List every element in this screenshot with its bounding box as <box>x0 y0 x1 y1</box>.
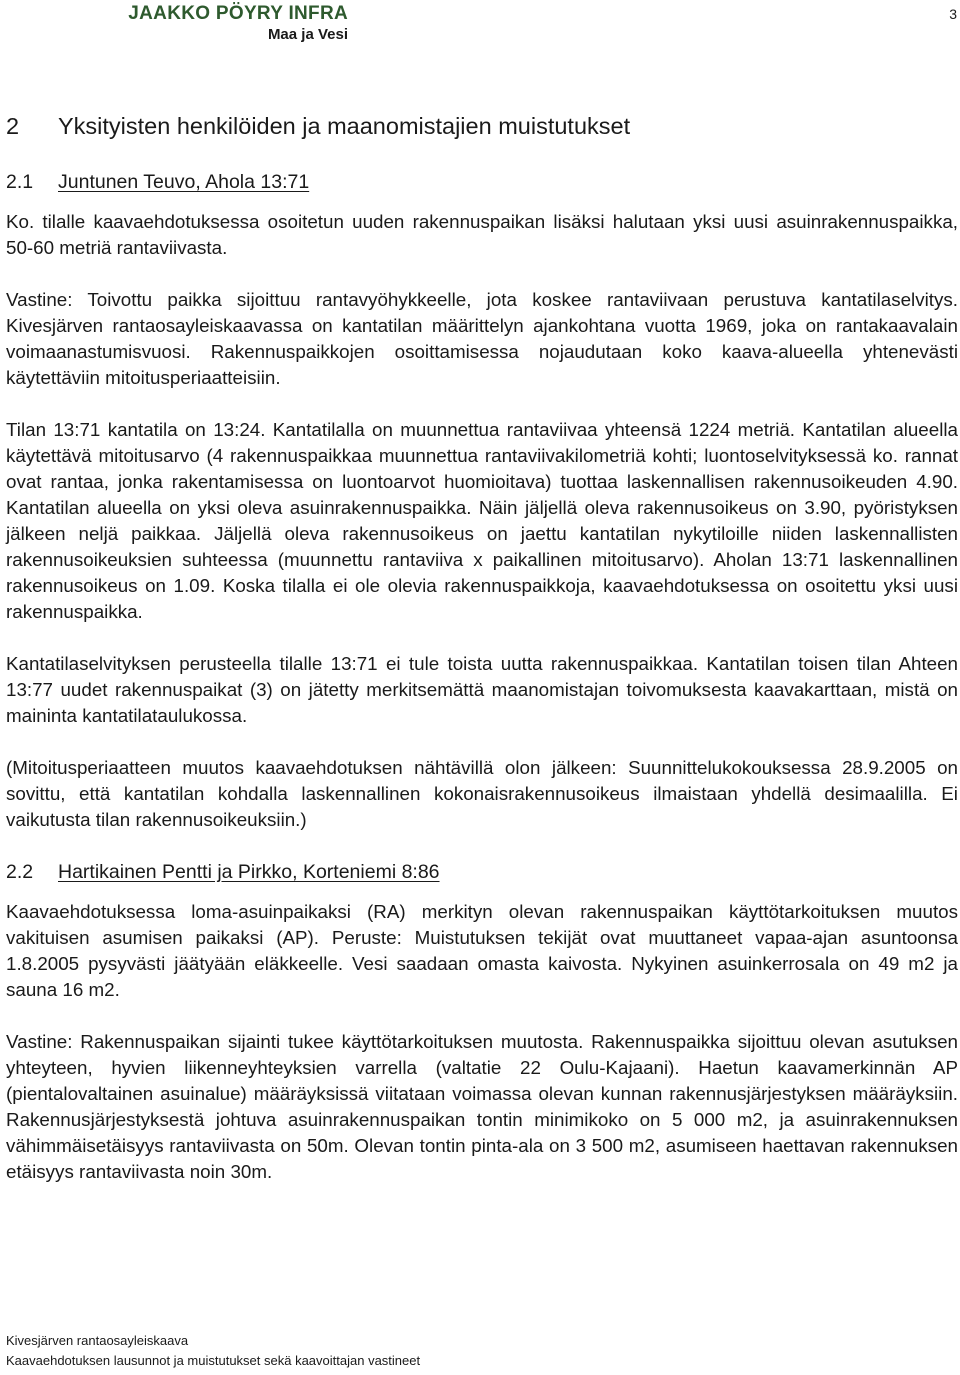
note-paragraph: (Mitoitusperiaatteen muutos kaavaehdotuksen nähtävillä olon jälkeen: Suunnittelukokouksessa 28.9.2005 on sovittu, että kantatilan kohdalla laskennallinen kokonaisrakennusoikeus ilmaistaan yhdellä desimaalilla. Ei vaikutusta tilan rakennusoikeuksiin.) <box>6 757 958 830</box>
section-number: 2 <box>6 113 20 139</box>
response-paragraph: Vastine: Toivottu paikka sijoittuu rantavyöhykkeelle, jota koskee rantaviivaan perustuva kantatilaselvitys. Kivesjärven rantaosayleiskaavassa on kantatilan määrittelyn ajankohtana vuotta 1969, joka on rantakaavalain voimaanastumisvuosi. Rakennuspaikkojen osoittamisessa nojaudutaan koko kaava-alueella yhtenevästi käytettäviin mitoitusperiaatteisiin. <box>6 289 958 388</box>
logo-division: Maa ja Vesi <box>267 26 348 43</box>
subsection-title: Hartikainen Pentti ja Pirkko, Korteniemi 8:86 <box>58 861 440 883</box>
objection-paragraph: Ko. tilalle kaavaehdotuksessa osoitetun uuden rakennuspaikan lisäksi halutaan yksi uusi asuinrakennuspaikka, 50-60 metriä rantaviivasta. <box>6 211 958 258</box>
section-title: Yksityisten henkilöiden ja maanomistajien muistutukset <box>58 113 631 139</box>
footer-document-title: Kivesjärven rantaosayleiskaava <box>6 1333 189 1348</box>
response-paragraph: Vastine: Rakennuspaikan sijainti tukee käyttötarkoituksen muutosta. Rakennuspaikka sijoittuu olevan asutuksen yhteyteen, hyvien liikenneyhteyksien varrella (valtatie 22 Oulu-Kajaani). Haetun kaavamerkinnän AP (pientalovaltainen asuinalue) määräyksissä viitataan voimassa olevan kunnan rakennusjärjestyksen määräyksiin. Rakennusjärjestyksestä johtuva asuinrakennuspaikan tontin minimikoko on 5 000 m2, ja asuinrakennuksen vähimmäisetäisyys rantaviivasta on 50m. Olevan tontin pinta-ala on 3 500 m2, asumiseen haettavan rakennuksen etäisyys rantaviivasta noin 30m. <box>6 1031 958 1182</box>
subsection-title: Juntunen Teuvo, Ahola 13:71 <box>58 171 310 193</box>
subsection-number: 2.1 <box>6 171 34 193</box>
subsection-number: 2.2 <box>6 861 34 883</box>
calculation-paragraph: Tilan 13:71 kantatila on 13:24. Kantatilalla on muunnettua rantaviivaa yhteensä 1224 metriä. Kantatilan alueella käytettävä mitoitusarvo (4 rakennuspaikkaa muunnettua rantaviivakilometriä kohti; luontoselvityksessä ko. rannat ovat rantaa, jonka rakentamisessa on luontoarvot huomioitava) tuottaa laskennallisen rakennusoikeuden 4.90. Kantatilan alueella on yksi oleva asuinrakennuspaikka. Näin jäljellä oleva rakennusoikeus on 3.90, pyöristyksen jälkeen neljä paikkaa. Jäljellä oleva rakennusoikeus on jaettu kantatilan nykytiloille niiden laskennallisten rakennusoikeuksien suhteessa (muunnettu rantaviiva x paikallinen mitoitusarvo). Aholan 13:71 laskennallinen rakennusoikeus on 1.09. Koska tilalla ei ole olevia rakennuspaikkoja, kaavaehdotuksessa on osoitettu yksi uusi rakennuspaikka. <box>6 419 958 622</box>
section-heading <box>6 110 958 142</box>
company-logo <box>48 3 348 44</box>
footer-document-subtitle: Kaavaehdotuksen lausunnot ja muistutukset sekä kaavoittajan vastineet <box>6 1353 421 1368</box>
page-number: 3 <box>949 6 957 22</box>
logo-company-name: JAAKKO PÖYRY INFRA <box>128 3 348 24</box>
page-footer <box>6 1331 420 1371</box>
objection-paragraph: Kaavaehdotuksessa loma-asuinpaikaksi (RA) merkityn olevan rakennuspaikan käyttötarkoituksen muutos vakituisen asumisen paikaksi (AP). Peruste: Muistutuksen tekijät ovat muuttaneet vapaa-ajan asuntoonsa 1.8.2005 pysyvästi jäätyään eläkkeelle. Vesi saadaan omasta kaivosta. Nykyinen asuinkerrosala on 49 m2 ja sauna 16 m2. <box>6 901 958 1000</box>
subsection-heading-2-1 <box>6 169 958 195</box>
conclusion-paragraph: Kantatilaselvityksen perusteella tilalle 13:71 ei tule toista uutta rakennuspaikkaa. Kantatilan toisen tilan Ahteen 13:77 uudet rakennuspaikat (3) on jätetty merkitsemättä maanomistajan toivomuksesta kaavakarttaan, mistä on maininta kantatilataulukossa. <box>6 653 958 726</box>
document-body <box>6 110 958 1211</box>
subsection-heading-2-2 <box>6 859 958 885</box>
